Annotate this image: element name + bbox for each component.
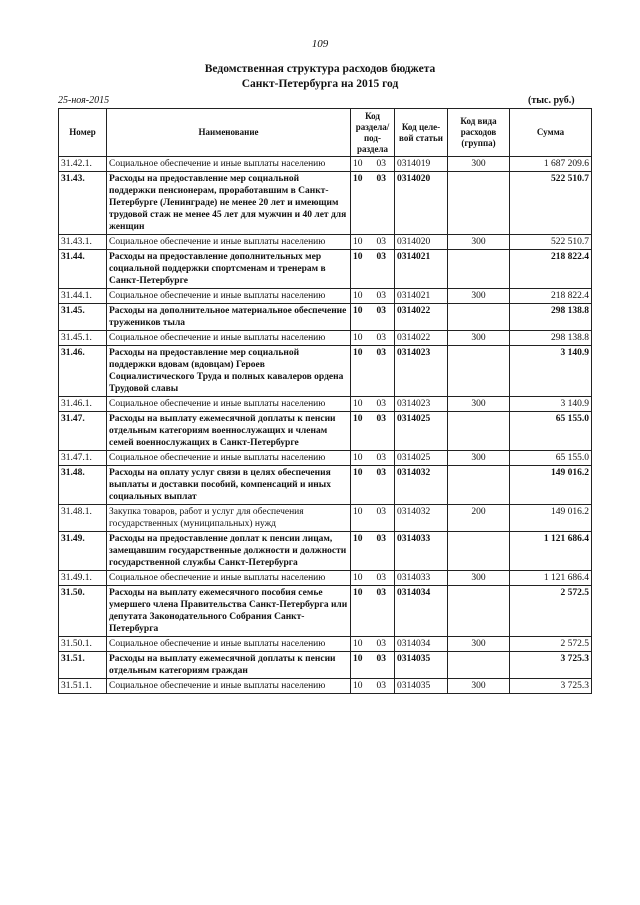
row-target-code: 0314019 <box>395 157 448 172</box>
table-row <box>59 412 592 451</box>
row-section-code: 10 <box>351 172 377 235</box>
report-date: 25-ноя-2015 <box>58 95 110 106</box>
row-name: Расходы на предоставление дополнительных мер социальной поддержки спортсменам и тренерам в Санкт-Петербурге <box>107 250 351 289</box>
row-section-code: 10 <box>351 397 377 412</box>
row-number: 31.46.1. <box>59 397 107 412</box>
row-name: Социальное обеспечение и иные выплаты населению <box>107 637 351 652</box>
row-target-code: 0314034 <box>395 637 448 652</box>
row-target-code: 0314022 <box>395 304 448 331</box>
row-amount: 1 121 686.4 <box>510 571 592 586</box>
row-number: 31.48.1. <box>59 505 107 532</box>
row-name: Расходы на предоставление доплат к пенсии лицам, замещавшим государственные должности и должности государственной службы Санкт-Петербурга <box>107 532 351 571</box>
row-subsection-code: 03 <box>377 397 395 412</box>
row-subsection-code: 03 <box>377 172 395 235</box>
table-body <box>59 157 592 694</box>
row-expense-code: 300 <box>448 235 510 250</box>
row-subsection-code: 03 <box>377 250 395 289</box>
row-section-code: 10 <box>351 304 377 331</box>
title-line-2: Санкт-Петербурга на 2015 год <box>241 78 399 90</box>
table-row <box>59 451 592 466</box>
row-target-code: 0314025 <box>395 451 448 466</box>
table-row <box>59 466 592 505</box>
table-row <box>59 397 592 412</box>
row-number: 31.50. <box>59 586 107 637</box>
row-target-code: 0314023 <box>395 397 448 412</box>
row-expense-code <box>448 172 510 235</box>
row-section-code: 10 <box>351 679 377 694</box>
table-row <box>59 172 592 235</box>
row-amount: 3 140.9 <box>510 397 592 412</box>
row-section-code: 10 <box>351 235 377 250</box>
row-section-code: 10 <box>351 505 377 532</box>
row-target-code: 0314020 <box>395 235 448 250</box>
row-subsection-code: 03 <box>377 466 395 505</box>
row-target-code: 0314021 <box>395 250 448 289</box>
table-row <box>59 250 592 289</box>
table-row <box>59 331 592 346</box>
row-expense-code: 300 <box>448 637 510 652</box>
row-name: Расходы на предоставление мер социальной поддержки вдовам (вдовцам) Героев Социалистического Труда и полных кавалеров ордена Трудовой славы <box>107 346 351 397</box>
row-expense-code <box>448 250 510 289</box>
row-name: Социальное обеспечение и иные выплаты населению <box>107 451 351 466</box>
row-section-code: 10 <box>351 157 377 172</box>
row-name: Расходы на выплату ежемесячного пособия семье умершего члена Правительства Санкт-Петербурга или депутата Законодательного Собрания Санкт-Петербурга <box>107 586 351 637</box>
row-target-code: 0314035 <box>395 679 448 694</box>
row-number: 31.43.1. <box>59 235 107 250</box>
row-number: 31.49.1. <box>59 571 107 586</box>
row-name: Социальное обеспечение и иные выплаты населению <box>107 397 351 412</box>
row-subsection-code: 03 <box>377 157 395 172</box>
row-section-code: 10 <box>351 586 377 637</box>
row-section-code: 10 <box>351 571 377 586</box>
table-row <box>59 505 592 532</box>
row-name: Социальное обеспечение и иные выплаты населению <box>107 571 351 586</box>
document-title <box>0 62 640 92</box>
row-subsection-code: 03 <box>377 289 395 304</box>
header-expense-code: Код вида расходов (группа) <box>448 109 510 157</box>
header-name: Наименование <box>107 109 351 157</box>
header-section-code: Код раздела/ под-раздела <box>351 109 395 157</box>
row-subsection-code: 03 <box>377 346 395 397</box>
table-row <box>59 652 592 679</box>
row-name: Социальное обеспечение и иные выплаты населению <box>107 235 351 250</box>
row-amount: 149 016.2 <box>510 505 592 532</box>
row-amount: 65 155.0 <box>510 451 592 466</box>
header-number: Номер <box>59 109 107 157</box>
row-target-code: 0314034 <box>395 586 448 637</box>
row-section-code: 10 <box>351 250 377 289</box>
row-section-code: 10 <box>351 637 377 652</box>
header-target-code: Код целе-вой статьи <box>395 109 448 157</box>
row-target-code: 0314035 <box>395 652 448 679</box>
row-expense-code: 300 <box>448 157 510 172</box>
row-target-code: 0314025 <box>395 412 448 451</box>
row-target-code: 0314023 <box>395 346 448 397</box>
row-amount: 3 725.3 <box>510 679 592 694</box>
title-line-1: Ведомственная структура расходов бюджета <box>204 63 436 75</box>
row-number: 31.44.1. <box>59 289 107 304</box>
row-amount: 522 510.7 <box>510 235 592 250</box>
row-expense-code <box>448 466 510 505</box>
row-subsection-code: 03 <box>377 331 395 346</box>
row-expense-code: 300 <box>448 331 510 346</box>
row-expense-code: 300 <box>448 397 510 412</box>
row-expense-code <box>448 304 510 331</box>
row-subsection-code: 03 <box>377 586 395 637</box>
row-subsection-code: 03 <box>377 451 395 466</box>
row-target-code: 0314032 <box>395 466 448 505</box>
row-number: 31.51. <box>59 652 107 679</box>
page-number: 109 <box>311 38 329 50</box>
row-number: 31.43. <box>59 172 107 235</box>
row-amount: 522 510.7 <box>510 172 592 235</box>
row-amount: 3 140.9 <box>510 346 592 397</box>
row-number: 31.45. <box>59 304 107 331</box>
row-subsection-code: 03 <box>377 505 395 532</box>
row-expense-code: 300 <box>448 451 510 466</box>
table-row <box>59 304 592 331</box>
row-expense-code: 200 <box>448 505 510 532</box>
row-subsection-code: 03 <box>377 235 395 250</box>
table-row <box>59 586 592 637</box>
row-number: 31.48. <box>59 466 107 505</box>
row-subsection-code: 03 <box>377 652 395 679</box>
table-row <box>59 235 592 250</box>
row-number: 31.49. <box>59 532 107 571</box>
row-section-code: 10 <box>351 331 377 346</box>
row-amount: 218 822.4 <box>510 289 592 304</box>
row-expense-code <box>448 532 510 571</box>
row-subsection-code: 03 <box>377 412 395 451</box>
row-target-code: 0314022 <box>395 331 448 346</box>
table-row <box>59 157 592 172</box>
row-expense-code <box>448 346 510 397</box>
row-section-code: 10 <box>351 346 377 397</box>
row-number: 31.45.1. <box>59 331 107 346</box>
row-subsection-code: 03 <box>377 637 395 652</box>
row-amount: 2 572.5 <box>510 586 592 637</box>
row-subsection-code: 03 <box>377 304 395 331</box>
table-row <box>59 679 592 694</box>
row-amount: 149 016.2 <box>510 466 592 505</box>
row-number: 31.42.1. <box>59 157 107 172</box>
row-amount: 2 572.5 <box>510 637 592 652</box>
row-name: Расходы на оплату услуг связи в целях обеспечения выплаты и доставки пособий, компенсаций и иных социальных выплат <box>107 466 351 505</box>
row-amount: 298 138.8 <box>510 331 592 346</box>
row-name: Расходы на выплату ежемесячной доплаты к пенсии отдельным категориям военнослужащих и членам семей военнослужащих в Санкт-Петербурге <box>107 412 351 451</box>
table-row <box>59 289 592 304</box>
row-section-code: 10 <box>351 532 377 571</box>
row-section-code: 10 <box>351 652 377 679</box>
row-expense-code <box>448 412 510 451</box>
row-name: Социальное обеспечение и иные выплаты населению <box>107 157 351 172</box>
row-target-code: 0314032 <box>395 505 448 532</box>
row-section-code: 10 <box>351 451 377 466</box>
table-row <box>59 571 592 586</box>
row-number: 31.51.1. <box>59 679 107 694</box>
row-name: Социальное обеспечение и иные выплаты населению <box>107 289 351 304</box>
row-amount: 65 155.0 <box>510 412 592 451</box>
row-amount: 1 687 209.6 <box>510 157 592 172</box>
row-target-code: 0314033 <box>395 571 448 586</box>
row-name: Расходы на дополнительное материальное обеспечение тружеников тыла <box>107 304 351 331</box>
row-amount: 298 138.8 <box>510 304 592 331</box>
row-number: 31.46. <box>59 346 107 397</box>
row-amount: 3 725.3 <box>510 652 592 679</box>
row-expense-code: 300 <box>448 679 510 694</box>
header-amount: Сумма <box>510 109 592 157</box>
row-expense-code: 300 <box>448 571 510 586</box>
row-target-code: 0314021 <box>395 289 448 304</box>
row-name: Расходы на предоставление мер социальной поддержки пенсионерам, проработавшим в Санкт-Петербурге (Ленинграде) не менее 20 лет и имеющим трудовой стаж не менее 45 лет для мужчин и 40 лет для женщин <box>107 172 351 235</box>
row-number: 31.47.1. <box>59 451 107 466</box>
row-section-code: 10 <box>351 412 377 451</box>
row-name: Социальное обеспечение и иные выплаты населению <box>107 679 351 694</box>
row-target-code: 0314020 <box>395 172 448 235</box>
row-name: Расходы на выплату ежемесячной доплаты к пенсии отдельным категориям граждан <box>107 652 351 679</box>
row-name: Закупка товаров, работ и услуг для обеспечения государственных (муниципальных) нужд <box>107 505 351 532</box>
row-expense-code <box>448 586 510 637</box>
table-row <box>59 532 592 571</box>
row-expense-code: 300 <box>448 289 510 304</box>
row-subsection-code: 03 <box>377 532 395 571</box>
table-row <box>59 637 592 652</box>
units-label: (тыс. руб.) <box>528 95 575 106</box>
row-number: 31.47. <box>59 412 107 451</box>
row-number: 31.50.1. <box>59 637 107 652</box>
row-name: Социальное обеспечение и иные выплаты населению <box>107 331 351 346</box>
row-expense-code <box>448 652 510 679</box>
row-target-code: 0314033 <box>395 532 448 571</box>
row-section-code: 10 <box>351 289 377 304</box>
row-amount: 218 822.4 <box>510 250 592 289</box>
row-number: 31.44. <box>59 250 107 289</box>
budget-table <box>58 108 592 694</box>
table-row <box>59 346 592 397</box>
row-amount: 1 121 686.4 <box>510 532 592 571</box>
row-subsection-code: 03 <box>377 679 395 694</box>
row-subsection-code: 03 <box>377 571 395 586</box>
row-section-code: 10 <box>351 466 377 505</box>
